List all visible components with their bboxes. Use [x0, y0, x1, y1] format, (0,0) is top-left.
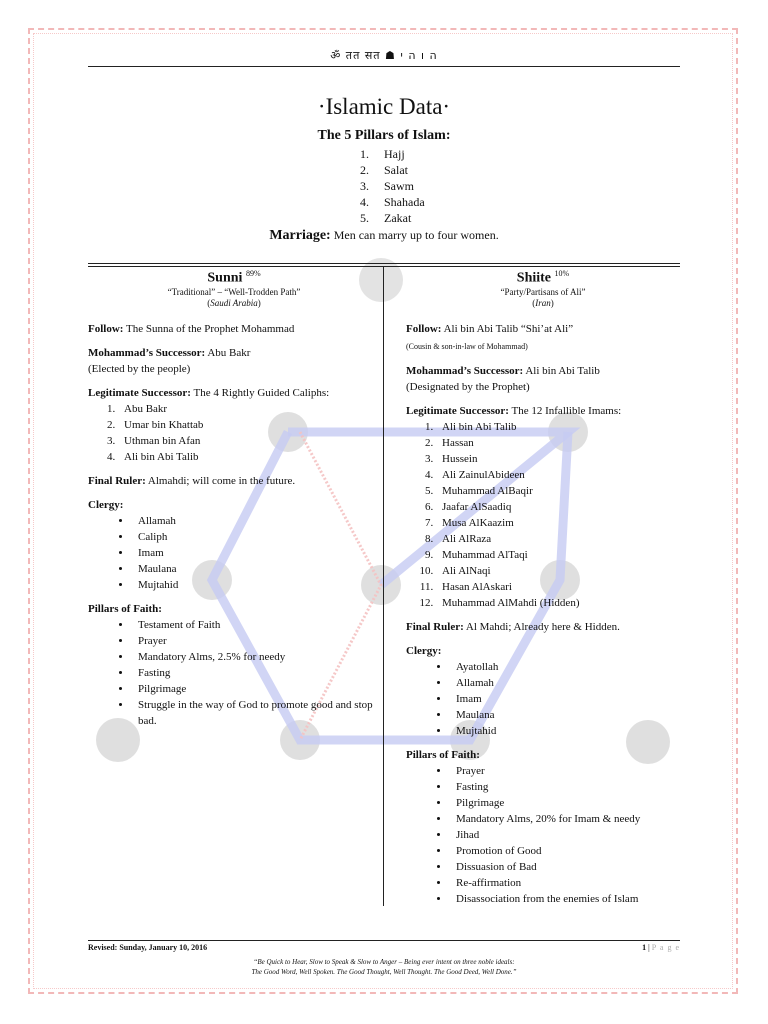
sunni-faith-label: Pillars of Faith: — [88, 602, 162, 615]
sunni-follow: Follow: The Sunna of the Prophet Mohammad — [88, 322, 295, 335]
shiite-meaning: “Party/Partisans of Ali” — [500, 286, 586, 297]
shiite-follow: Follow: Ali bin Abi Talib “Shi’at Ali” — [406, 322, 574, 335]
list-item: 4. Ali ZainulAbideen — [436, 467, 680, 483]
list-item: 4. Shahada — [360, 195, 425, 209]
list-item: 11. Hasan AlAskari — [436, 579, 680, 595]
sunni-meaning: “Traditional” – “Well-Trodden Path” — [167, 286, 301, 297]
header-symbols: ॐ तत सत ☗ ה ו ה י — [330, 49, 438, 62]
shiite-clergy-label: Clergy: — [406, 644, 442, 657]
footer-quote: “Be Quick to Hear, Slow to Speak & Slow to Anger – Being ever intent on three noble ideals: The Good Word, Well Spoken. The Good Thought, Well Thought. The Good Deed, Well Done.” — [251, 958, 517, 976]
page-title: ·Islamic Data· — [317, 94, 451, 119]
sunni-caliphs-list — [88, 401, 380, 465]
list-item: 5. Zakat — [360, 211, 412, 225]
list-item: 7. Musa AlKaazim — [436, 515, 680, 531]
list-item: • Promotion of Good — [450, 843, 680, 859]
list-item: • Re-affirmation — [450, 875, 680, 891]
list-item: • Disassociation from the enemies of Islam — [450, 891, 680, 907]
sunni-country: (Saudi Arabia) — [207, 297, 261, 308]
shiite-legit: Legitimate Successor: The 12 Infallible Imams: — [406, 404, 622, 417]
list-item: • Imam — [132, 545, 380, 561]
list-item: • Imam — [450, 691, 680, 707]
list-item: • Pilgrimage — [132, 681, 380, 697]
list-item: • Mandatory Alms, 2.5% for needy — [132, 649, 380, 665]
list-item: • Dissuasion of Bad — [450, 859, 680, 875]
list-item: 1. Abu Bakr — [118, 401, 380, 417]
list-item: • Fasting — [132, 665, 380, 681]
sunni-column — [88, 266, 380, 729]
sunni-faith-list — [88, 617, 380, 729]
shiite-imams-list — [406, 419, 680, 611]
list-item: 9. Muhammad AlTaqi — [436, 547, 680, 563]
list-item: • Caliph — [132, 529, 380, 545]
header-rule — [88, 66, 680, 67]
shiite-clergy-list — [406, 659, 680, 739]
shiite-column — [406, 266, 680, 907]
list-item: • Maulana — [132, 561, 380, 577]
sunni-clergy-list — [88, 513, 380, 593]
pillars-list — [360, 146, 425, 226]
list-item: 2. Hassan — [436, 435, 680, 451]
list-item: 1. Ali bin Abi Talib — [436, 419, 680, 435]
sunni-clergy-label: Clergy: — [88, 498, 124, 511]
list-item: • Prayer — [450, 763, 680, 779]
revised-date: Revised: Sunday, January 10, 2016 — [88, 943, 208, 952]
list-item: • Ayatollah — [450, 659, 680, 675]
shiite-heading: Shiite $^{10\%}$ — [516, 269, 570, 286]
list-item: • Prayer — [132, 633, 380, 649]
pillars-title: The 5 Pillars of Islam: — [317, 128, 451, 143]
list-item: • Mandatory Alms, 20% for Imam & needy — [450, 811, 680, 827]
shiite-country: (Iran) — [532, 297, 554, 308]
list-item: • Mujtahid — [450, 723, 680, 739]
sunni-final-ruler: Final Ruler: Almahdi; will come in the future. — [88, 474, 296, 487]
list-item: 10. Ali AlNaqi — [436, 563, 680, 579]
sunni-successor: Mohammad’s Successor: Abu Bakr — [88, 346, 251, 359]
list-item: • Allamah — [450, 675, 680, 691]
list-item: 8. Ali AlRaza — [436, 531, 680, 547]
list-item: 6. Jaafar AlSaadiq — [436, 499, 680, 515]
list-item: 2. Salat — [360, 163, 408, 177]
shiite-successor-note: (Designated by the Prophet) — [406, 380, 530, 393]
list-item: 2. Umar bin Khattab — [118, 417, 380, 433]
list-item: 1. Hajj — [360, 147, 405, 161]
page-number: 1 | P a g e — [642, 943, 680, 952]
shiite-successor: Mohammad’s Successor: Ali bin Abi Talib — [406, 364, 600, 377]
list-item: • Testament of Faith — [132, 617, 380, 633]
list-item: 3. Sawm — [360, 179, 414, 193]
sunni-heading: Sunni $^{89\%}$ — [207, 269, 261, 286]
footer-rule — [88, 940, 680, 941]
list-item: • Mujtahid — [132, 577, 380, 593]
shiite-faith-list — [406, 763, 680, 907]
marriage-line: Marriage: Men can marry up to four women. — [269, 228, 499, 243]
list-item: • Maulana — [450, 707, 680, 723]
shiite-faith-label: Pillars of Faith: — [406, 748, 480, 761]
list-item: 3. Uthman bin Afan — [118, 433, 380, 449]
list-item: • Allamah — [132, 513, 380, 529]
list-item: • Fasting — [450, 779, 680, 795]
list-item: 5. Muhammad AlBaqir — [436, 483, 680, 499]
list-item: 12. Muhammad AlMahdi (Hidden) — [436, 595, 680, 611]
sunni-successor-note: (Elected by the people) — [88, 362, 191, 375]
shiite-final-ruler: Final Ruler: Al Mahdi; Already here & Hidden. — [406, 620, 620, 633]
list-item: 4. Ali bin Abi Talib — [118, 449, 380, 465]
column-divider — [383, 266, 384, 906]
shiite-follow-note: (Cousin & son-in-law of Mohammad) — [406, 341, 528, 351]
list-item: • Struggle in the way of God to promote good and stop bad. — [132, 697, 380, 729]
list-item: 3. Hussein — [436, 451, 680, 467]
list-item: • Pilgrimage — [450, 795, 680, 811]
sunni-legit: Legitimate Successor: The 4 Rightly Guided Caliphs: — [88, 386, 330, 399]
list-item: • Jihad — [450, 827, 680, 843]
